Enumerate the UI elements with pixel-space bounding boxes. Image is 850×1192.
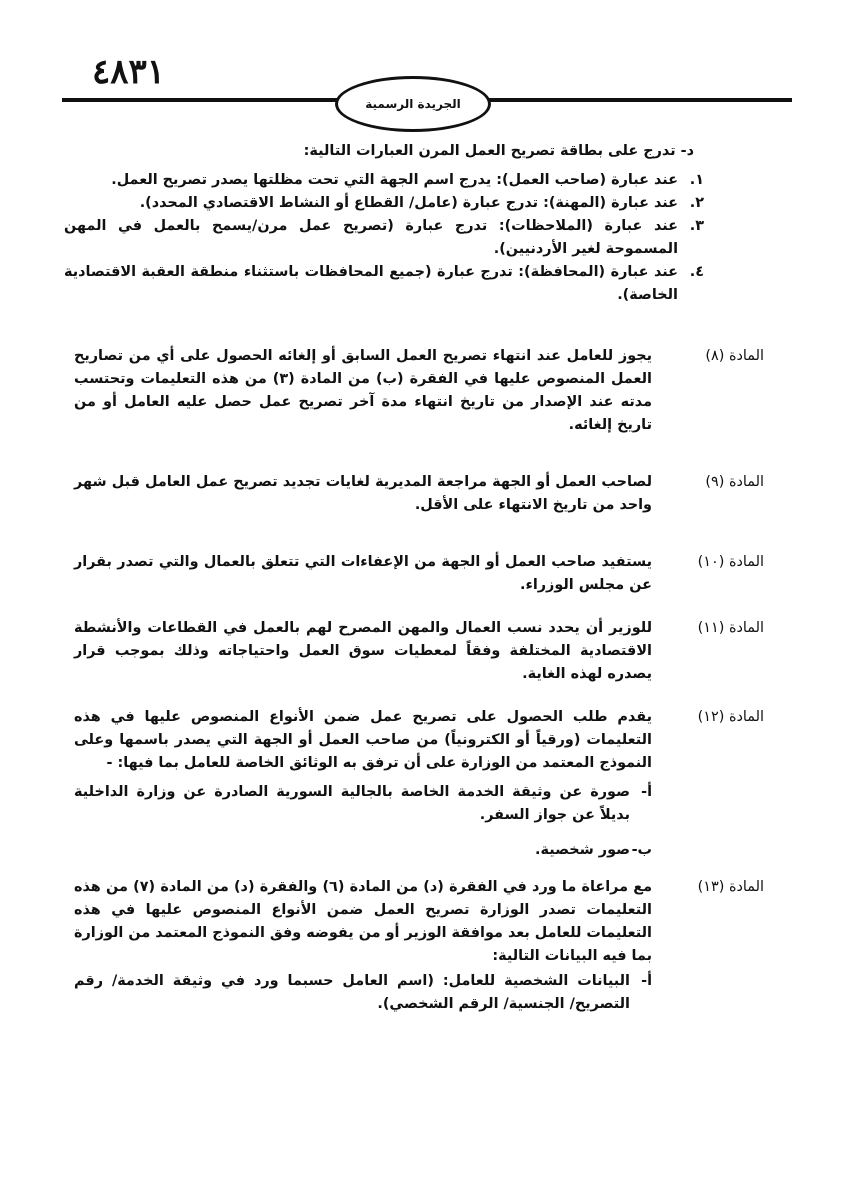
gazette-title-oval xyxy=(335,76,491,132)
list-item xyxy=(64,169,704,192)
article-text: يجوز للعامل عند انتهاء تصريح العمل السابق أو إلغائه الحصول على أي من تصاريح العمل المنصوص عليها في الفقرة (ب) من المادة (٣) من هذه التعليمات وتحتسب مدته عند الإصدار من تاريخ انتهاء مدة آخر تصريح عمل حصل عليه العامل أو من تاريخ إلغائه. xyxy=(74,348,652,433)
list-item xyxy=(64,261,704,307)
article-13 xyxy=(74,876,764,968)
list-item-text: عند عبارة (صاحب العمل): يدرج اسم الجهة التي تحت مظلتها يصدر تصريح العمل. xyxy=(111,172,678,188)
article-label: المادة (١٣) xyxy=(697,879,764,895)
subitem-number: أ- xyxy=(641,973,652,989)
article-12-subitem xyxy=(74,839,652,862)
article-text: يستفيد صاحب العمل أو الجهة من الإعفاءات التي تتعلق بالعمال والتي تصدر بقرار عن مجلس الوزراء. xyxy=(74,554,652,593)
article-12 xyxy=(74,706,764,775)
subitem-number: أ- xyxy=(641,784,652,800)
list-item-text: عند عبارة (الملاحظات): تدرج عبارة (تصريح عمل مرن/يسمح بالعمل في المهن المسموحة لغير الأردنيين). xyxy=(64,218,678,257)
article-label: المادة (١١) xyxy=(697,620,764,636)
article-label: المادة (١٠) xyxy=(697,554,764,570)
subitem-text: صورة عن وثيقة الخدمة الخاصة بالجالية السورية الصادرة عن وزارة الداخلية بديلاً عن جواز السفر. xyxy=(74,784,630,823)
list-item xyxy=(64,192,704,215)
list-item-number: ٤. xyxy=(689,264,704,280)
gazette-title: الجريدة الرسمية xyxy=(365,97,461,111)
article-label: المادة (٨) xyxy=(705,348,764,364)
list-item xyxy=(64,215,704,261)
page-number: ٤٨٣١ xyxy=(92,52,166,92)
list-item-number: ٣. xyxy=(689,218,704,234)
section-d xyxy=(74,140,694,163)
list-item-number: ١. xyxy=(689,172,704,188)
article-11 xyxy=(74,617,764,686)
article-9 xyxy=(74,471,764,517)
list-item-text: عند عبارة (المهنة): تدرج عبارة (عامل/ القطاع أو النشاط الاقتصادي المحدد). xyxy=(139,195,678,211)
article-12-subitem xyxy=(74,781,652,827)
article-text: لصاحب العمل أو الجهة مراجعة المديرية لغايات تجديد تصريح عمل العامل قبل شهر واحد من تاريخ الانتهاء على الأقل. xyxy=(74,474,652,513)
subitem-text: البيانات الشخصية للعامل: (اسم العامل حسبما ورد في وثيقة الخدمة/ رقم التصريح/ الجنسية/ الرقم الشخصي). xyxy=(74,973,630,1012)
section-d-heading: د- تدرج على بطاقة تصريح العمل المرن العبارات التالية: xyxy=(303,143,694,159)
list-item-text: عند عبارة (المحافظة): تدرج عبارة (جميع المحافظات باستثناء منطقة العقبة الاقتصادية الخاصة). xyxy=(64,264,678,303)
subitem-text: صور شخصية. xyxy=(535,842,630,858)
article-label: المادة (٩) xyxy=(705,474,764,490)
document-body xyxy=(64,140,764,1016)
list-item-number: ٢. xyxy=(689,195,704,211)
article-label: المادة (١٢) xyxy=(697,709,764,725)
article-10 xyxy=(74,551,764,597)
article-text: يقدم طلب الحصول على تصريح عمل ضمن الأنواع المنصوص عليها في هذه التعليمات (ورقياً أو الكترونياً) من صاحب العمل أو الجهة التي يصدر باسمها وعلى النموذج المعتمد من الوزارة على أن ترفق به الوثائق الخاصة للعامل بما فيها: - xyxy=(74,709,652,771)
article-13-subitem xyxy=(74,970,652,1016)
subitem-number: ب- xyxy=(631,842,652,858)
article-text: مع مراعاة ما ورد في الفقرة (د) من المادة (٦) والفقرة (د) من المادة (٧) من هذه التعليمات تصدر الوزارة تصريح العمل ضمن الأنواع المنصوص عليها في هذه التعليمات للعامل بعد موافقة الوزير أو من يفوضه وفق النموذج المعتمد من الوزارة بما فيه البيانات التالية: xyxy=(74,879,652,964)
article-text: للوزير أن يحدد نسب العمال والمهن المصرح لهم بالعمل في القطاعات والأنشطة الاقتصادية المختلفة وفقاً لمعطيات سوق العمل واحتياجاته وذلك بموجب قرار يصدره لهذه الغاية. xyxy=(74,620,652,682)
article-8 xyxy=(74,345,764,437)
